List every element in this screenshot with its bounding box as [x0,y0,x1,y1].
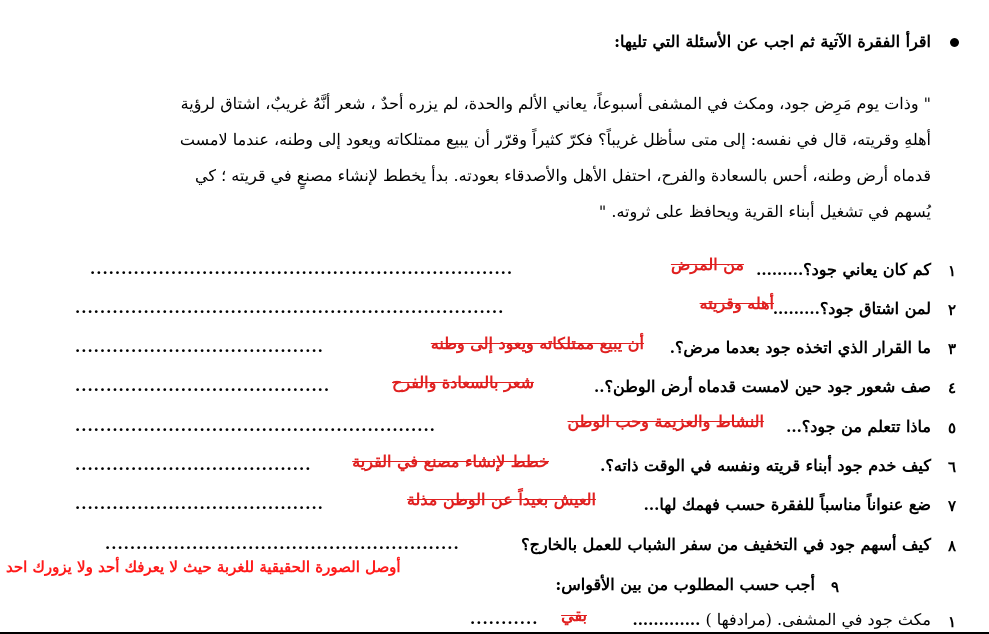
question-text: صف شعور جود حين لامست قدماه أرض الوطن؟.. [594,377,931,396]
question-number: ١ [947,613,956,631]
answer-dots: ........... [470,610,539,628]
answer-text: خطط لإنشاء مصنع في القرية [352,452,549,471]
bullet-icon [950,38,959,47]
answer-text: بقي [561,606,587,625]
answer-dots: ......................................... [75,377,331,395]
question-text: ما القرار الذي اتخذه جود بعدما مرض؟. [669,338,931,357]
paragraph-line: أهلهِ وقريته، قال في نفسه: إلى متى سأظل غريباً؟ فكرّ كثيراً وقرّر أن يبيع ممتلكاته ويعود إلى وطنه، عندما لامست [179,130,931,149]
answer-dots: ........................................ [75,338,324,356]
question-8-answer: أوصل الصورة الحقيقية للغربة حيث لا يعرفك أحد ولا يزورك احد [6,558,401,576]
paragraph-line: " وذات يوم مَرِض جود، ومكث في المشفى أسبوعاً، يعاني الألم والحدة، لم يزره أحدٌ ، شعر أنَّهُ غريبٌ، اشتاق لرؤية [180,94,931,113]
question-text: كيف خدم جود أبناء قريته ونفسه في الوقت ذاته؟. [600,456,931,475]
question-text: ضع عنواناً مناسباً للفقرة حسب فهمك لها... [643,495,931,514]
paragraph-line: قدماه أرض وطنه، أحس بالسعادة والفرح، احتفل الأهل والأصدقاء بعودته. بدأ يخطط لإنشاء مصنعٍ في قريته ؛ كي [195,166,931,185]
answer-text: العيش بعيداً عن الوطن مذلة [406,490,596,509]
question-number: ١ [947,262,956,280]
paragraph-line: يُسهم في تشغيل أبناء القرية ويحافظ على ثروته. " [598,202,931,221]
answer-dots: ........................................ [75,495,324,513]
answer-text: أن يبيع ممتلكاته ويعود إلى وطنه [430,334,644,353]
question-number: ٦ [947,458,956,476]
question-number: ٢ [947,301,956,319]
question-text: ماذا تتعلم من جود؟... [786,417,931,436]
answer-text: أهله وقريته [699,294,774,313]
answer-text: شعر بالسعادة والفرح [392,373,534,392]
answer-dots: .......................................................... [75,417,436,435]
instructions-subheading: أجب حسب المطلوب من بين الأقواس: [555,575,815,594]
answer-dots: ......................................................... [105,535,460,553]
question-text: كيف أسهم جود في التخفيف من سفر الشباب للعمل بالخارج؟ [521,535,931,554]
instructions-heading: اقرأ الفقرة الآتية ثم اجب عن الأسئلة التي تليها: [614,32,931,51]
question-number: ٩ [830,578,839,596]
question-text: لمن اشتاق جود؟......... [772,299,931,318]
question-number: ٧ [947,497,956,515]
answer-text: من المرض [670,255,744,274]
answer-text: النشاط والعزيمة وحب الوطن [567,412,764,431]
question-number: ٨ [947,537,956,555]
answer-dots: ..................................................................... [75,299,505,317]
question-number: ٣ [947,340,956,358]
answer-dots: .................................................................... [90,260,514,278]
sub-question: مكث جود في المشفى. (مرادفها ) ............. [632,610,931,629]
answer-dots: ...................................... [75,456,312,474]
question-text: كم كان يعاني جود؟......... [756,260,931,279]
reading-paragraph [101,86,931,230]
question-number: ٥ [947,419,956,437]
question-number: ٤ [947,379,956,397]
